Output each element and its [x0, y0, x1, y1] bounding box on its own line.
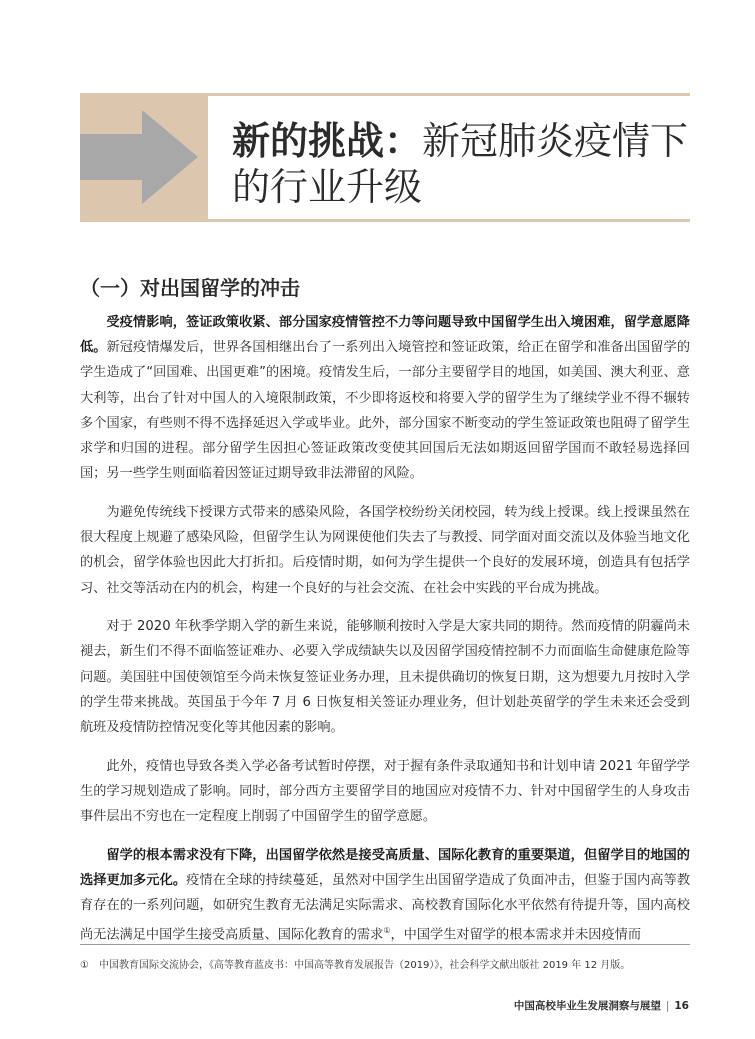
page-title: [232, 118, 702, 210]
footnote: ① 中国教育国际交流协会，《高等教育蓝皮书：中国高等教育发展报告（2019）》，社会科学文献出版社 2019 年 12 月版。: [80, 960, 631, 971]
paragraph-4-text: 此外，疫情也导致各类入学必备考试暂时停摆，对于握有条件录取通知书和计划申请 2021 年留学学生的学习规划造成了影响。同时，部分西方主要留学目的地国应对疫情不力、针对中国留学生的人身攻击事件层出不穷也在一定程度上削弱了中国留学生的留学意愿。: [80, 758, 690, 825]
footer-separator: |: [665, 1000, 670, 1012]
footnote-divider: [80, 944, 690, 945]
body-text: [80, 310, 690, 962]
paragraph-1-text: 新冠疫情爆发后，世界各国相继出台了一系列出入境管控和签证政策，给正在留学和准备出国留学的学生造成了“回国难、出国更难”的困境。疫情发生后，一部分主要留学目的地国，如美国、澳大利亚、意大利等，出台了针对中国人的入境限制政策，不少即将返校和将要入学的留学生为了继续学业不得不辗转多个国家，有些则不得不选择延迟入学或毕业。此外，部分国家不断变动的学生签证政策也阻碍了留学生求学和归国的进程。部分留学生因担心签证政策改变使其回国后无法如期返回留学国而不敢轻易选择回国；另一些学生则面临着因签证过期导致非法滞留的风险。: [80, 340, 691, 482]
paragraph-5-text: 疫情在全球的持续蔓延，虽然对中国学生出国留学造成了负面冲击，但鉴于国内高等教育存在的一系列问题，如研究生教育无法满足实际需求、高校教育国际化水平依然有待提升等，国内高校尚无法满足中国学生接受高质量、国际化教育的需求: [80, 873, 691, 943]
paragraph-3-text: 对于 2020 年秋季学期入学的新生来说，能够顺利按时入学是大家共同的期待。然而疫情的阴霾尚未褪去，新生们不得不面临签证难办、必要入学成绩缺失以及因留学国疫情控制不力而面临生命健康危险等问题。美国驻中国使领馆至今尚未恢复签证业务办理，且未提供确切的恢复日期，这为想要九月按时入学的学生带来挑战。英国虽于今年 7 月 6 日恢复相关签证办理业务，但计划赴英留学的学生未来还会受到航班及疫情防控情况变化等其他因素的影响。: [80, 619, 690, 736]
paragraph-1-lead: 受疫情影响，签证政策收紧、部分国家疫情管控不力等问题导致中国留学生出入境困难，留学意愿降低。: [80, 315, 690, 356]
section-heading: （一）对出国留学的冲击: [80, 276, 300, 300]
footer-publication: 中国高校毕业生发展洞察与展望: [513, 1000, 661, 1012]
paragraph-5: [80, 843, 690, 948]
paragraph-4: [80, 754, 690, 830]
paragraph-2-text: 为避免传统线下授课方式带来的感染风险，各国学校纷纷关闭校园，转为线上授课。线上授课虽然在很大程度上规避了感染风险，但留学生认为网课使他们失去了与教授、同学面对面交流以及体验当地文化的机会，留学体验也因此大打折扣。后疫情时期，如何为学生提供一个良好的发展环境，创造具有包括学习、社交等活动在内的机会，构建一个良好的与社会交流、在社会中实践的平台成为挑战。: [80, 504, 690, 596]
page-number: 16: [674, 1000, 689, 1012]
paragraph-1: [80, 310, 690, 486]
page-footer: [514, 998, 689, 1013]
arrow-right-icon: [80, 93, 208, 222]
footnote-ref[interactable]: ①: [383, 926, 391, 936]
banner-top-rule: [208, 93, 690, 96]
banner-bottom-rule: [208, 219, 690, 222]
paragraph-5-lead: 留学的根本需求没有下降，出国留学依然是接受高质量、国际化教育的重要渠道，但留学目的地国的选择更加多元化。: [80, 847, 690, 889]
paragraph-2: [80, 500, 690, 601]
title-regular-part: 新冠肺炎疫情下的行业升级: [232, 119, 689, 209]
title-bold-part: 新的挑战：: [232, 119, 423, 163]
paragraph-3: [80, 614, 690, 740]
paragraph-5-text-after: ，中国学生对留学的根本需求并未因疫情而: [390, 927, 642, 943]
